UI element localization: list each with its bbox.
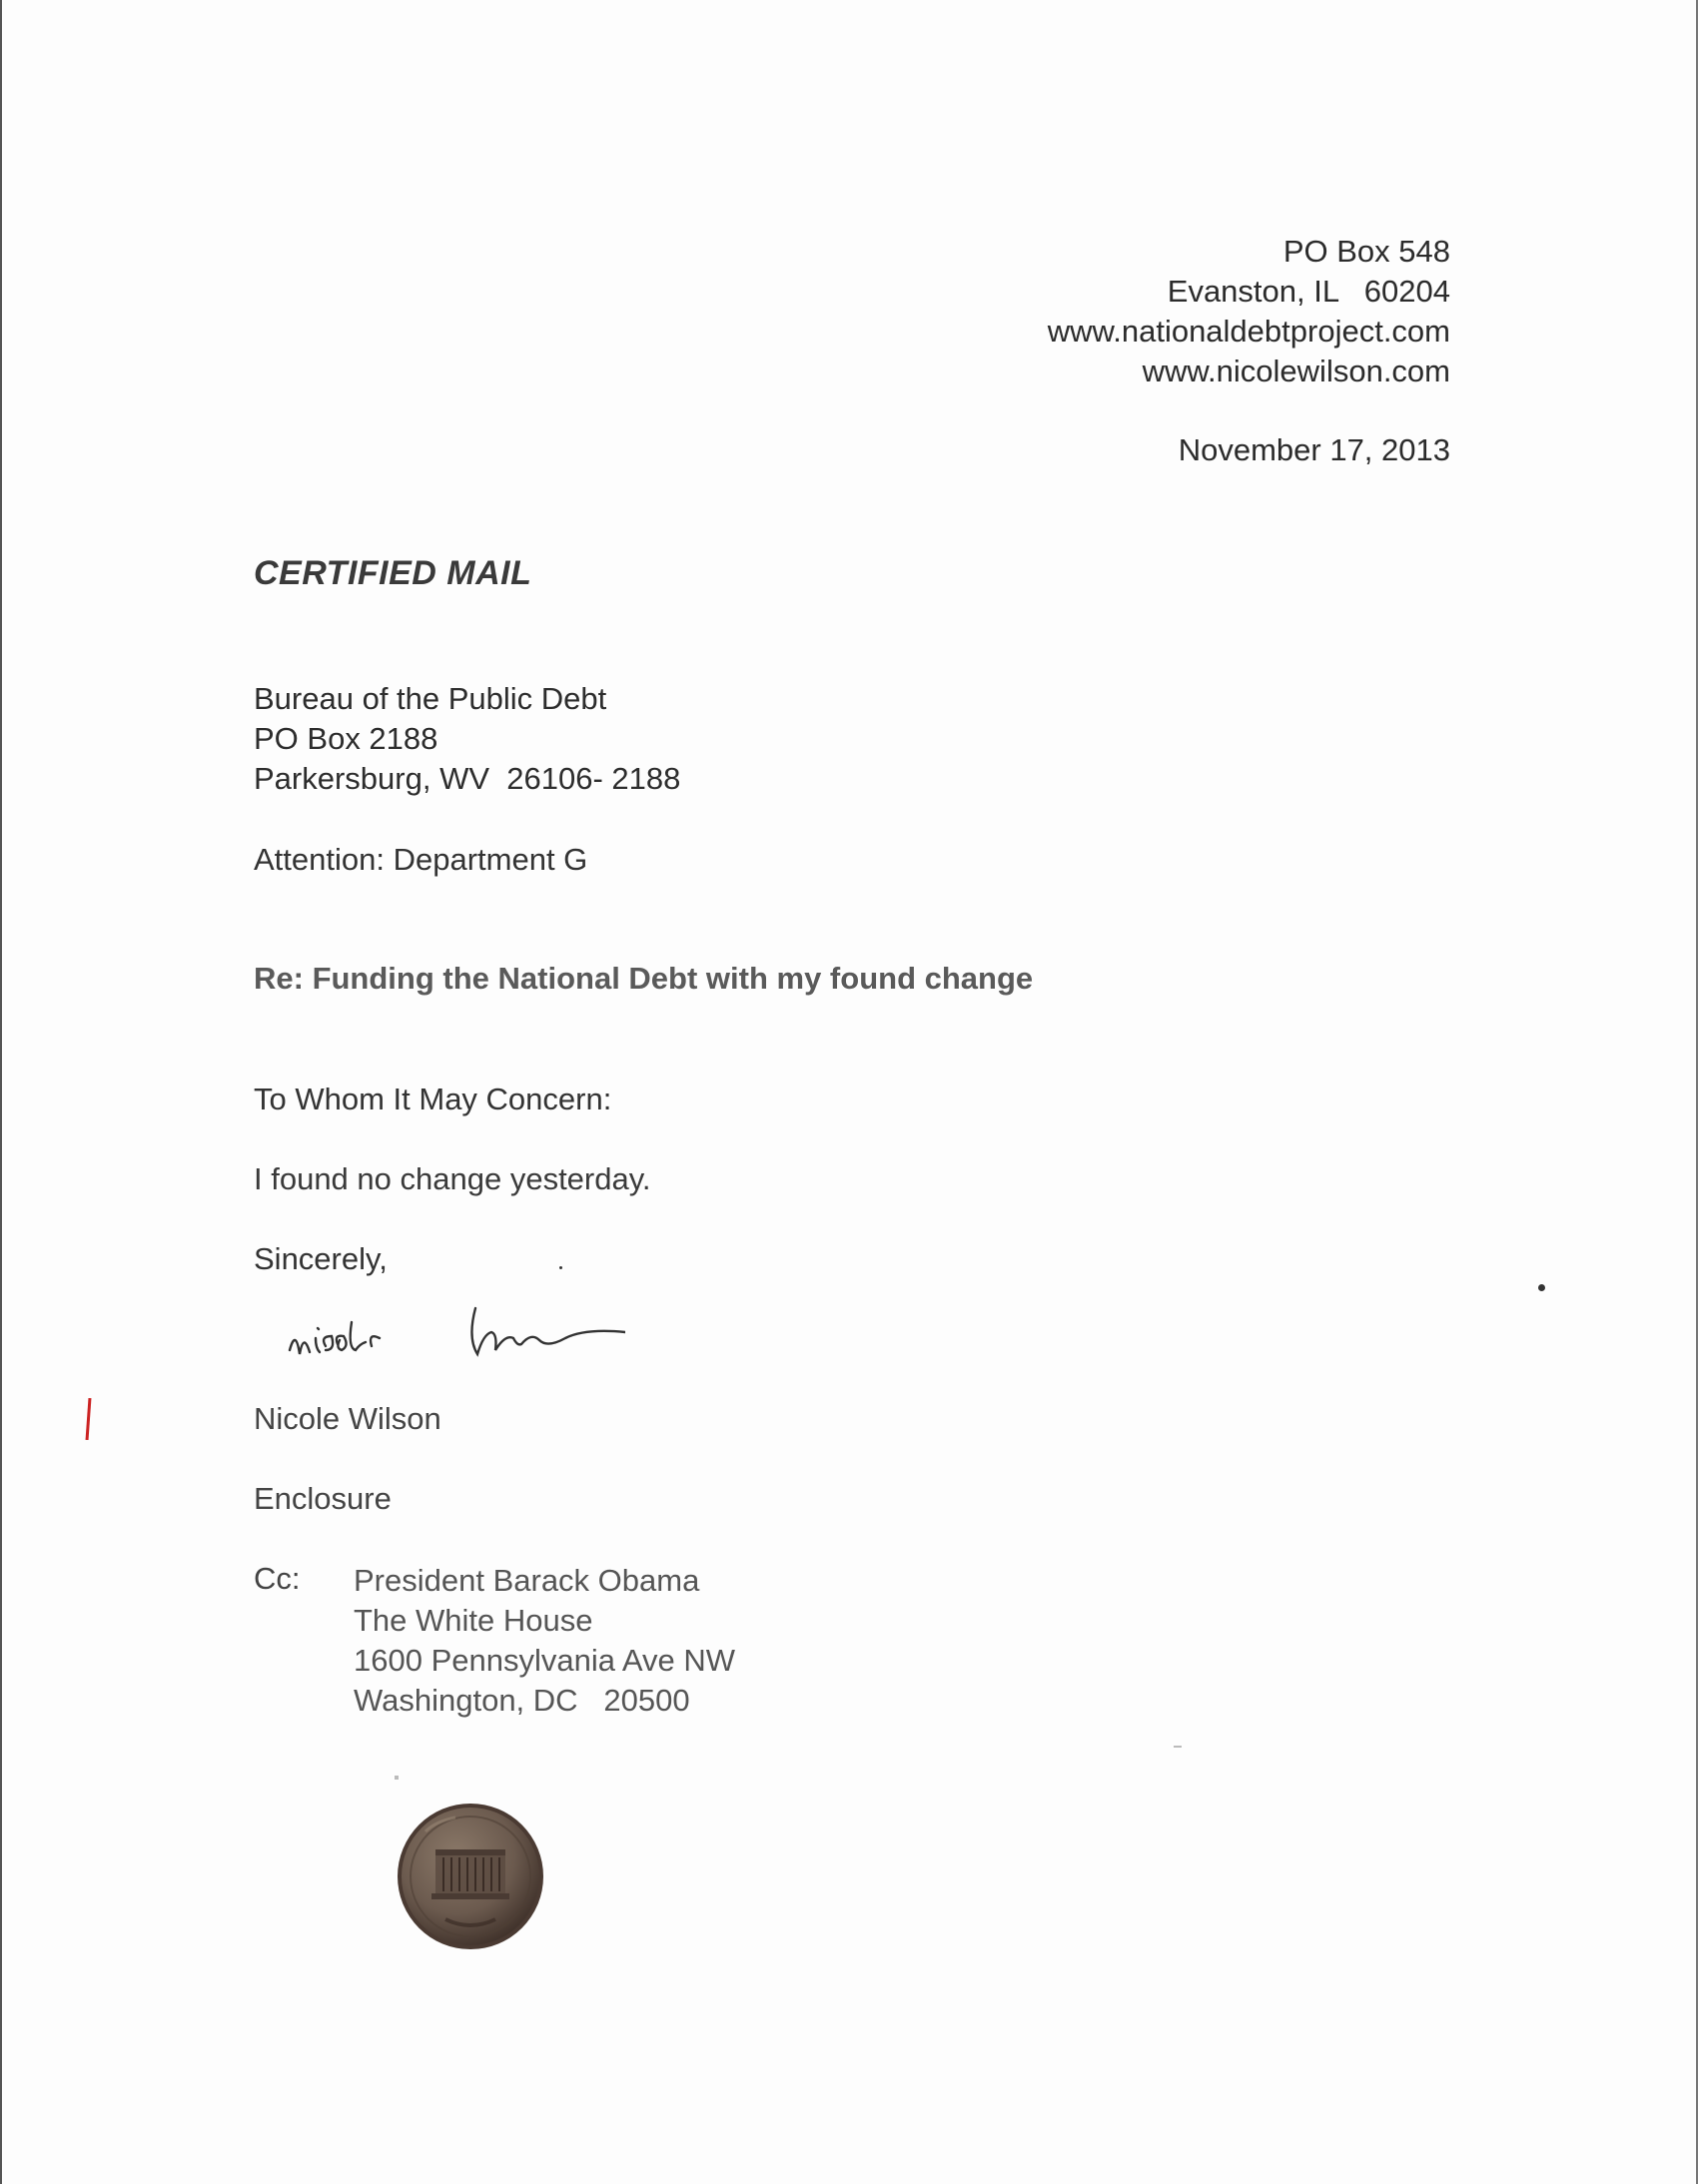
handwritten-signature xyxy=(286,1288,625,1378)
scan-speck-small xyxy=(395,1776,399,1780)
cc-address xyxy=(354,1561,735,1721)
sender-po-box: PO Box 548 xyxy=(1282,234,1450,269)
scan-edge-left xyxy=(0,0,2,2184)
recipient-name: Bureau of the Public Debt xyxy=(254,681,607,716)
sender-city: Evanston, IL 60204 xyxy=(1167,274,1450,309)
recipient-po-box: PO Box 2188 xyxy=(254,721,438,756)
sender-website-2: www.nicolewilson.com xyxy=(1142,354,1450,388)
sender-address xyxy=(1048,232,1450,391)
closing: Sincerely, xyxy=(254,1241,388,1276)
ink-dot-small xyxy=(559,1266,562,1269)
cc-organization: The White House xyxy=(354,1603,593,1638)
subject-line: Re: Funding the National Debt with my found change xyxy=(254,961,1034,996)
penny-coin-image xyxy=(396,1802,545,1951)
attention-line: Attention: Department G xyxy=(254,842,588,877)
recipient-address xyxy=(254,679,680,799)
enclosure-note: Enclosure xyxy=(254,1481,392,1516)
sender-website-1: www.nationaldebtproject.com xyxy=(1047,314,1450,349)
certified-mail-heading: CERTIFIED MAIL xyxy=(254,554,532,592)
cc-label: Cc: xyxy=(254,1561,301,1596)
signer-name: Nicole Wilson xyxy=(254,1401,441,1436)
ink-dot xyxy=(1538,1284,1545,1291)
scan-speck xyxy=(1174,1746,1182,1748)
cc-name: President Barack Obama xyxy=(354,1563,700,1598)
cc-city: Washington, DC 20500 xyxy=(354,1683,690,1718)
cc-street: 1600 Pennsylvania Ave NW xyxy=(354,1643,735,1678)
salutation: To Whom It May Concern: xyxy=(254,1082,612,1116)
red-pen-mark xyxy=(86,1398,92,1440)
recipient-city: Parkersburg, WV 26106- 2188 xyxy=(254,761,681,796)
letter-body: I found no change yesterday. xyxy=(254,1161,651,1196)
letter-date: November 17, 2013 xyxy=(1178,432,1450,467)
